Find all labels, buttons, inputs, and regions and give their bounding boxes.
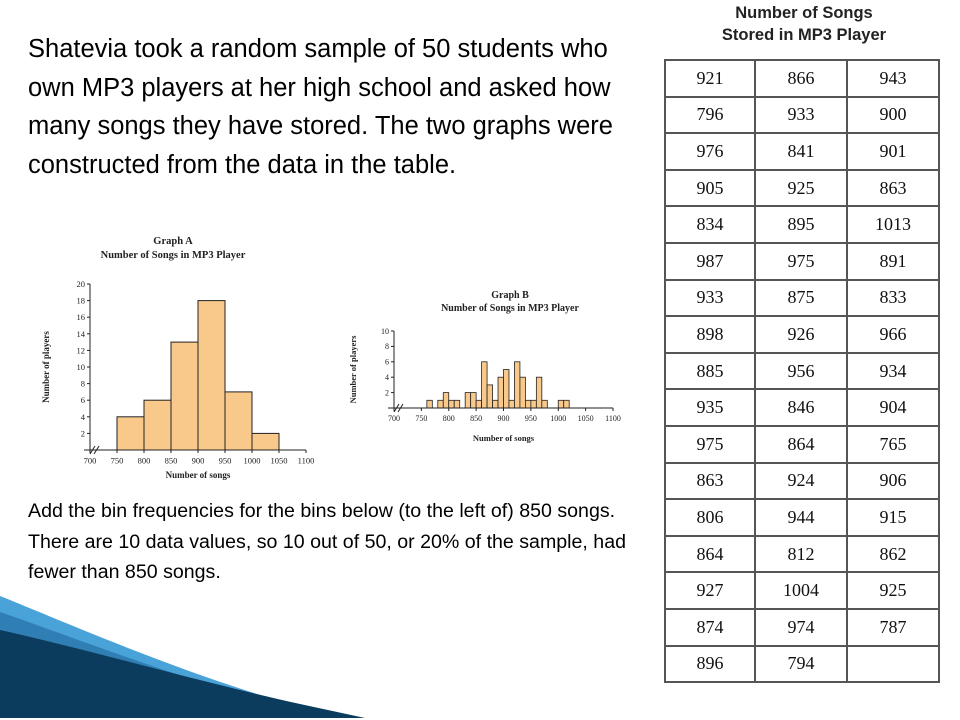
graph-a bbox=[36, 232, 314, 482]
table-cell: 901 bbox=[847, 133, 939, 170]
table-cell: 1013 bbox=[847, 206, 939, 243]
table-cell: 885 bbox=[665, 353, 755, 390]
x-tick-label: 1000 bbox=[243, 455, 261, 466]
table-row bbox=[665, 646, 939, 683]
table-cell: 812 bbox=[755, 536, 847, 573]
table-cell: 933 bbox=[755, 97, 847, 134]
histogram-bar bbox=[498, 377, 503, 408]
x-tick-label: 850 bbox=[164, 455, 178, 466]
histogram-bar bbox=[144, 400, 171, 450]
table-row bbox=[665, 206, 939, 243]
conclusion-paragraph: Add the bin frequencies for the bins below (to the left of) 850 songs. There are 10 data values, so 10 out of 50, or 20% of the sample, had fewer than 850 songs. bbox=[28, 500, 626, 583]
table-row bbox=[665, 133, 939, 170]
x-tick-label: 1100 bbox=[605, 414, 621, 423]
y-axis-label: Number of players bbox=[41, 331, 51, 403]
table-cell: 956 bbox=[755, 353, 847, 390]
table-cell: 975 bbox=[665, 426, 755, 463]
table-cell: 900 bbox=[847, 97, 939, 134]
x-tick-label: 800 bbox=[137, 455, 151, 466]
x-tick-label: 700 bbox=[388, 414, 400, 423]
table-row bbox=[665, 353, 939, 390]
table-cell: 906 bbox=[847, 463, 939, 500]
histogram-bar bbox=[536, 377, 541, 408]
table-cell: 863 bbox=[665, 463, 755, 500]
table-cell: 794 bbox=[755, 646, 847, 683]
histogram-bar bbox=[252, 433, 279, 450]
table-cell: 796 bbox=[665, 97, 755, 134]
histogram-bar bbox=[465, 393, 470, 408]
table-cell: 874 bbox=[665, 609, 755, 646]
table-title-line1: Number of Songs bbox=[735, 4, 873, 22]
histogram-bar bbox=[117, 417, 144, 450]
table-cell: 864 bbox=[665, 536, 755, 573]
x-tick-label: 750 bbox=[110, 455, 124, 466]
y-tick-label: 14 bbox=[76, 328, 85, 339]
table-row bbox=[665, 463, 939, 500]
histogram-bar bbox=[520, 377, 525, 408]
x-axis-label: Number of songs bbox=[165, 470, 231, 480]
x-tick-label: 1050 bbox=[577, 414, 594, 423]
histogram-bar bbox=[427, 400, 432, 408]
table-row bbox=[665, 60, 939, 97]
chart-title: Graph A bbox=[153, 236, 193, 247]
table-cell: 891 bbox=[847, 243, 939, 280]
table-row bbox=[665, 97, 939, 134]
table-cell: 841 bbox=[755, 133, 847, 170]
table-cell: 974 bbox=[755, 609, 847, 646]
histogram-bar bbox=[531, 400, 536, 408]
x-tick-label: 700 bbox=[83, 455, 97, 466]
table-cell: 833 bbox=[847, 280, 939, 317]
histogram-bar bbox=[225, 392, 252, 450]
histogram-bar bbox=[443, 393, 448, 408]
table-row bbox=[665, 280, 939, 317]
x-tick-label: 1000 bbox=[550, 414, 567, 423]
histogram-bar bbox=[504, 370, 509, 409]
chart-subtitle: Number of Songs in MP3 Player bbox=[100, 250, 246, 261]
y-tick-label: 10 bbox=[76, 361, 85, 372]
table-title-line2: Stored in MP3 Player bbox=[721, 26, 887, 44]
x-tick-label: 900 bbox=[191, 455, 205, 466]
table-cell: 1004 bbox=[755, 572, 847, 609]
table-cell: 895 bbox=[755, 206, 847, 243]
x-tick-label: 1050 bbox=[270, 455, 288, 466]
table-cell: 875 bbox=[755, 280, 847, 317]
table-cell: 966 bbox=[847, 316, 939, 353]
x-tick-label: 1100 bbox=[297, 455, 314, 466]
y-tick-label: 12 bbox=[76, 345, 85, 356]
table-row bbox=[665, 389, 939, 426]
x-tick-label: 750 bbox=[415, 414, 428, 423]
table-cell: 896 bbox=[665, 646, 755, 683]
x-axis-label: Number of songs bbox=[472, 433, 535, 443]
histogram-bar bbox=[564, 400, 569, 408]
histogram-bar bbox=[438, 400, 443, 408]
table-cell: 943 bbox=[847, 60, 939, 97]
x-tick-label: 850 bbox=[470, 414, 483, 423]
table-cell: 905 bbox=[665, 170, 755, 207]
y-tick-label: 2 bbox=[80, 428, 85, 439]
table-cell: 975 bbox=[755, 243, 847, 280]
histogram-bar bbox=[514, 362, 519, 408]
table-cell: 933 bbox=[665, 280, 755, 317]
intro-paragraph: Shatevia took a random sample of 50 students who own MP3 players at her high school and asked how many songs they have stored. The two graphs were constructed from the data in the table. bbox=[28, 35, 613, 179]
y-axis-label: Number of players bbox=[348, 335, 358, 404]
table-cell: 934 bbox=[847, 353, 939, 390]
y-tick-label: 8 bbox=[385, 342, 389, 352]
y-tick-label: 6 bbox=[80, 395, 85, 406]
table-cell: 864 bbox=[755, 426, 847, 463]
y-tick-label: 4 bbox=[385, 373, 389, 382]
chart-subtitle: Number of Songs in MP3 Player bbox=[441, 303, 579, 314]
histogram-bar bbox=[542, 400, 547, 408]
table-cell: 787 bbox=[847, 609, 939, 646]
table-row bbox=[665, 426, 939, 463]
histogram-bar bbox=[198, 301, 225, 450]
table-row bbox=[665, 243, 939, 280]
table-cell: 935 bbox=[665, 389, 755, 426]
table-cell: 915 bbox=[847, 499, 939, 536]
table-header bbox=[664, 2, 944, 46]
histogram-bar bbox=[454, 400, 459, 408]
histogram-bar bbox=[476, 400, 481, 408]
x-tick-label: 950 bbox=[524, 414, 537, 423]
table-cell: 927 bbox=[665, 572, 755, 609]
table-cell: 862 bbox=[847, 536, 939, 573]
y-tick-label: 4 bbox=[80, 411, 85, 422]
x-tick-label: 900 bbox=[497, 414, 510, 423]
y-tick-label: 16 bbox=[76, 312, 85, 323]
table-cell: 904 bbox=[847, 389, 939, 426]
table-row bbox=[665, 609, 939, 646]
histogram-bar bbox=[525, 400, 530, 408]
histogram-bar bbox=[558, 400, 563, 408]
table-cell: 921 bbox=[665, 60, 755, 97]
histogram-bar bbox=[482, 362, 487, 408]
y-tick-label: 8 bbox=[80, 378, 85, 389]
table-cell: 987 bbox=[665, 243, 755, 280]
decorative-swoosh bbox=[0, 590, 400, 720]
histogram-bar bbox=[471, 393, 476, 408]
y-tick-label: 18 bbox=[76, 295, 85, 306]
histogram-bar bbox=[493, 400, 498, 408]
table-cell bbox=[847, 646, 939, 683]
table-row bbox=[665, 316, 939, 353]
table-cell: 976 bbox=[665, 133, 755, 170]
table-row bbox=[665, 536, 939, 573]
y-tick-label: 20 bbox=[76, 278, 85, 289]
histogram-bar bbox=[487, 385, 492, 408]
table-cell: 806 bbox=[665, 499, 755, 536]
table-row bbox=[665, 572, 939, 609]
y-tick-label: 10 bbox=[381, 326, 389, 336]
y-tick-label: 6 bbox=[385, 357, 389, 367]
table-cell: 925 bbox=[847, 572, 939, 609]
x-tick-label: 950 bbox=[218, 455, 232, 466]
table-cell: 866 bbox=[755, 60, 847, 97]
x-tick-label: 800 bbox=[442, 414, 455, 423]
table-cell: 846 bbox=[755, 389, 847, 426]
table-cell: 926 bbox=[755, 316, 847, 353]
table-cell: 765 bbox=[847, 426, 939, 463]
table-cell: 863 bbox=[847, 170, 939, 207]
table-cell: 944 bbox=[755, 499, 847, 536]
chart-title: Graph B bbox=[491, 290, 529, 301]
histogram-bar bbox=[449, 400, 454, 408]
table-row bbox=[665, 499, 939, 536]
table-cell: 924 bbox=[755, 463, 847, 500]
histogram-bar bbox=[509, 400, 514, 408]
histogram-bar bbox=[171, 342, 198, 450]
graph-b bbox=[344, 286, 624, 446]
y-tick-label: 2 bbox=[385, 388, 389, 398]
table-cell: 834 bbox=[665, 206, 755, 243]
table-row bbox=[665, 170, 939, 207]
songs-table bbox=[664, 59, 940, 683]
table-cell: 925 bbox=[755, 170, 847, 207]
table-cell: 898 bbox=[665, 316, 755, 353]
